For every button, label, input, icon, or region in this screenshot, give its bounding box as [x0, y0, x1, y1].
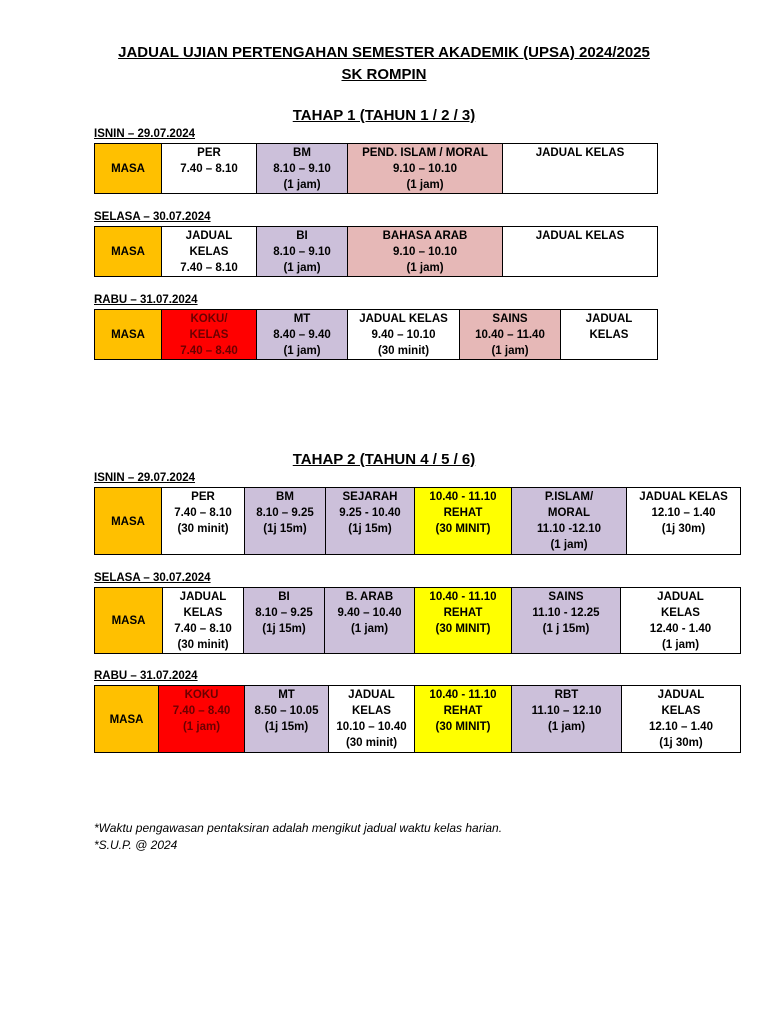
cell-line: (30 MINIT) [435, 721, 491, 733]
exam-slot-cell [257, 227, 348, 277]
cell-line: 8.10 – 9.25 [255, 607, 313, 619]
cell-line: JADUAL [657, 689, 705, 701]
exam-slot-cell [257, 310, 348, 360]
cell-line: 7.40 – 8.10 [174, 507, 232, 519]
cell-line: JADUAL [185, 230, 233, 242]
exam-slot-cell [162, 144, 257, 194]
cell-line: JADUAL [657, 591, 704, 603]
exam-slot-cell [325, 588, 415, 654]
day-label: SELASA – 30.07.2024 [94, 572, 211, 584]
cell-line: (1 jam) [283, 179, 321, 191]
cell-line: (1 jam) [406, 179, 444, 191]
cell-line: 7.40 – 8.10 [180, 262, 238, 274]
exam-slot-cell [348, 310, 460, 360]
cell-line: (1 jam) [350, 623, 389, 635]
cell-line: REHAT [443, 705, 483, 717]
cell-line: KELAS [661, 607, 700, 619]
cell-line: 10.40 – 11.40 [475, 329, 545, 341]
schedule-table [94, 143, 658, 194]
exam-slot-cell [503, 144, 658, 194]
cell-line: JADUAL [179, 591, 227, 603]
cell-line: 11.10 - 12.25 [532, 607, 600, 619]
cell-line: JADUAL KELAS [535, 147, 625, 159]
cell-line: 12.10 – 1.40 [651, 507, 716, 519]
masa-cell [95, 686, 159, 753]
cell-line: PEND. ISLAM / MORAL [362, 147, 488, 159]
cell-line: 8.10 – 9.10 [273, 246, 331, 258]
cell-line: 12.10 – 1.40 [649, 721, 713, 733]
cell-line: (1j 15m) [264, 721, 309, 733]
cell-line: JADUAL [348, 689, 395, 701]
cell-line: (1 j 15m) [542, 623, 590, 635]
cell-line: (30 minit) [377, 345, 430, 357]
exam-slot-cell [621, 588, 741, 654]
exam-slot-cell [326, 488, 415, 555]
cell-line: 7.40 – 8.10 [180, 163, 238, 175]
cell-line: MASA [111, 246, 145, 258]
cell-line: 8.10 – 9.10 [273, 163, 331, 175]
cell-line: KOKU [184, 689, 219, 701]
table-row [95, 488, 741, 555]
exam-slot-cell [622, 686, 741, 753]
cell-line: PER [191, 491, 215, 503]
exam-slot-cell [245, 488, 326, 555]
cell-line: (1j 15m) [263, 523, 307, 535]
cell-line: KELAS [589, 329, 629, 341]
table-row [95, 144, 658, 194]
cell-line: (1 jam) [491, 345, 529, 357]
exam-slot-cell [257, 144, 348, 194]
exam-slot-cell [159, 686, 245, 753]
cell-line: MASA [111, 163, 145, 175]
cell-line: SAINS [548, 591, 584, 603]
cell-line: 9.40 – 10.10 [371, 329, 436, 341]
exam-slot-cell [512, 686, 622, 753]
cell-line: BAHASA ARAB [382, 230, 468, 242]
cell-line: 7.40 – 8.10 [174, 623, 232, 635]
cell-line: 10.40 - 11.10 [429, 591, 497, 603]
cell-line: P.ISLAM/ [544, 491, 594, 503]
cell-line: MASA [111, 329, 145, 341]
cell-line: JADUAL KELAS [639, 491, 728, 503]
cell-line: KOKU/ [190, 313, 228, 325]
cell-line: JADUAL [585, 313, 633, 325]
exam-slot-cell [627, 488, 741, 555]
exam-slot-cell [163, 588, 244, 654]
cell-line: (30 MINIT) [435, 623, 491, 635]
cell-line: MASA [111, 615, 146, 627]
schedule-table [94, 587, 741, 654]
cell-line: 10.10 – 10.40 [336, 721, 407, 733]
masa-cell [95, 488, 162, 555]
exam-slot-cell [503, 227, 658, 277]
masa-cell [95, 144, 162, 194]
cell-line: 10.40 - 11.10 [429, 689, 497, 701]
cell-line: (1j 30m) [661, 523, 706, 535]
cell-line: 11.10 – 12.10 [531, 705, 602, 717]
cell-line: (1 jam) [550, 539, 588, 551]
cell-line: 7.40 – 8.40 [172, 705, 231, 717]
day-label: SELASA – 30.07.2024 [94, 211, 211, 223]
exam-slot-cell [329, 686, 415, 753]
exam-slot-cell [512, 588, 621, 654]
cell-line: JADUAL KELAS [359, 313, 448, 325]
section-title-tahap-1: TAHAP 1 (TAHUN 1 / 2 / 3) [292, 107, 476, 124]
cell-line: 9.10 – 10.10 [393, 163, 457, 175]
cell-line: BM [293, 147, 311, 159]
cell-line: 8.50 – 10.05 [254, 705, 319, 717]
cell-line: MT [278, 689, 295, 701]
cell-line: BM [276, 491, 294, 503]
cell-line: (1j 15m) [348, 523, 392, 535]
table-row [95, 686, 741, 753]
masa-cell [95, 310, 162, 360]
cell-line: (30 MINIT) [435, 523, 491, 535]
cell-line: B. ARAB [345, 591, 394, 603]
cell-line: (1 jam) [283, 262, 321, 274]
footer-credit: *S.U.P. @ 2024 [94, 838, 178, 852]
footer-note: *Waktu pengawasan pentaksiran adalah mengikut jadual waktu kelas harian. [94, 821, 503, 835]
cell-line: MORAL [547, 507, 591, 519]
section-title-tahap-2: TAHAP 2 (TAHUN 4 / 5 / 6) [292, 451, 476, 468]
cell-line: JADUAL KELAS [535, 230, 625, 242]
cell-line: (1 jam) [661, 639, 700, 651]
schedule-table [94, 487, 741, 555]
cell-line: (30 minit) [345, 737, 398, 749]
exam-slot-cell [512, 488, 627, 555]
exam-slot-cell [348, 227, 503, 277]
table-row [95, 227, 658, 277]
exam-slot-cell [415, 686, 512, 753]
schedule-table [94, 226, 658, 277]
cell-line: REHAT [443, 607, 483, 619]
exam-slot-cell [162, 227, 257, 277]
table-row [95, 310, 658, 360]
exam-slot-cell [460, 310, 561, 360]
cell-line: (30 minit) [177, 639, 229, 651]
exam-slot-cell [244, 588, 325, 654]
cell-line: BI [278, 591, 290, 603]
cell-line: 7.40 – 8.40 [180, 345, 238, 357]
day-label: RABU – 31.07.2024 [94, 670, 198, 682]
cell-line: PER [197, 147, 221, 159]
cell-line: 10.40 - 11.10 [429, 491, 497, 503]
masa-cell [95, 588, 163, 654]
cell-line: 8.40 – 9.40 [273, 329, 331, 341]
table-row [95, 588, 741, 654]
cell-line: MT [293, 313, 311, 325]
cell-line: SEJARAH [342, 491, 398, 503]
day-label: ISNIN – 29.07.2024 [94, 128, 196, 140]
day-label: RABU – 31.07.2024 [94, 294, 198, 306]
cell-line: 9.10 – 10.10 [393, 246, 457, 258]
document-title: JADUAL UJIAN PERTENGAHAN SEMESTER AKADEMIK (UPSA) 2024/2025 [118, 44, 650, 61]
cell-line: SAINS [492, 313, 528, 325]
cell-line: MASA [109, 713, 144, 726]
cell-line: RBT [554, 689, 579, 701]
cell-line: (1 jam) [547, 721, 586, 733]
cell-line: (1 jam) [182, 721, 221, 733]
cell-line: 12.40 - 1.40 [649, 623, 712, 635]
cell-line: (1j 30m) [659, 737, 703, 749]
cell-line: REHAT [443, 507, 483, 519]
cell-line: (1 jam) [406, 262, 444, 274]
cell-line: (1 jam) [283, 345, 321, 357]
cell-line: 8.10 – 9.25 [256, 507, 314, 519]
exam-slot-cell [245, 686, 329, 753]
exam-slot-cell [162, 310, 257, 360]
exam-slot-cell [348, 144, 503, 194]
cell-line: 11.10 -12.10 [537, 523, 601, 535]
exam-slot-cell [162, 488, 245, 555]
cell-line: KELAS [661, 705, 701, 717]
cell-line: (30 minit) [177, 523, 229, 535]
day-label: ISNIN – 29.07.2024 [94, 472, 196, 484]
schedule-table [94, 309, 658, 360]
cell-line: KELAS [189, 329, 229, 341]
school-name: SK ROMPIN [341, 66, 427, 83]
exam-slot-cell [561, 310, 658, 360]
cell-line: BI [296, 230, 308, 242]
cell-line: KELAS [189, 246, 229, 258]
cell-line: (1j 15m) [262, 623, 306, 635]
cell-line: 9.40 – 10.40 [337, 607, 402, 619]
cell-line: KELAS [352, 705, 391, 717]
schedule-table [94, 685, 741, 753]
cell-line: 9.25 - 10.40 [339, 507, 401, 519]
masa-cell [95, 227, 162, 277]
exam-slot-cell [415, 488, 512, 555]
cell-line: MASA [111, 515, 145, 528]
exam-slot-cell [415, 588, 512, 654]
cell-line: KELAS [183, 607, 223, 619]
